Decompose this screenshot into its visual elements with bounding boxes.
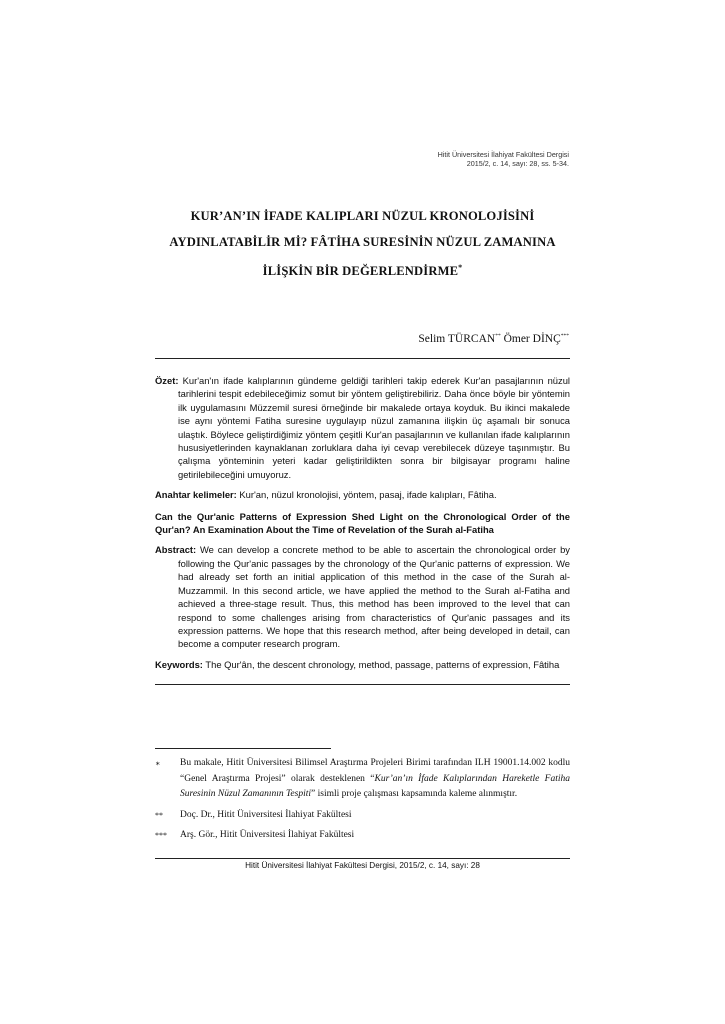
footnote-1-text-before: Bu makale, Hitit Üniversitesi Bilimsel Araştırma Projeleri Birimi tarafından ILH 19001.14.002 kodlu “Genel Araştırma Projesi” olarak desteklenen “: [180, 758, 570, 784]
abstract-paragraph: [155, 543, 570, 650]
authors: [418, 333, 569, 345]
footnote-1-mark: ∗: [155, 759, 161, 768]
english-title: Can the Qur'anic Patterns of Expression Shed Light on the Chronological Order of the Qur'an? An Examination About the Time of Revelation of the Surah al-Fatiha: [155, 510, 570, 536]
footnote-2-text: Doç. Dr., Hitit Üniversitesi İlahiyat Fakültesi: [180, 809, 352, 820]
top-divider: [155, 358, 570, 359]
footnote-separator: [155, 748, 331, 749]
abstract-section: [155, 374, 570, 671]
abstract-label: Abstract:: [155, 544, 197, 556]
footer-divider: [155, 858, 570, 859]
footnote-2-mark: **: [155, 810, 163, 820]
keywords: [155, 658, 570, 671]
title-footnote-mark: *: [458, 263, 463, 272]
author-2-mark: ***: [560, 333, 569, 339]
anahtar-label: Anahtar kelimeler:: [155, 489, 237, 501]
article-title: [155, 203, 570, 284]
title-line-1: KUR’AN’IN İFADE KALIPLARI NÜZUL KRONOLOJİSİNİ: [190, 209, 535, 223]
ozet-paragraph: [155, 374, 570, 481]
footnote-1: [155, 756, 570, 803]
title-line-3: [155, 255, 570, 284]
footnote-3: [155, 828, 570, 844]
ozet-label: Özet:: [155, 375, 179, 386]
footnote-3-mark: ***: [155, 831, 167, 841]
keywords-label: Keywords:: [155, 658, 203, 670]
journal-name: Hitit Üniversitesi İlahiyat Fakültesi Dergisi: [437, 150, 569, 159]
page-footer: Hitit Üniversitesi İlahiyat Fakültesi Dergisi, 2015/2, c. 14, sayı: 28: [245, 861, 480, 870]
author-1: Selim TÜRCAN: [418, 333, 496, 345]
title-line-2: AYDINLATABİLİR Mİ? FÂTİHA SURESİNİN NÜZUL ZAMANINA: [169, 235, 556, 249]
author-2: Ömer DİNÇ: [503, 333, 561, 345]
journal-reference: [438, 150, 569, 168]
title-line-3-text: İLİŞKİN BİR DEĞERLENDİRME: [262, 264, 459, 279]
footnote-1-project-title: Kur’an’ın İfade Kalıplarından Hareketle Fatiha Suresinin Nüzul Zamanının Tespiti: [180, 773, 570, 800]
footnotes: [155, 756, 570, 849]
author-1-mark: **: [495, 333, 501, 339]
keywords-text: The Qur'ân, the descent chronology, method, passage, patterns of expression, Fâtiha: [205, 658, 560, 670]
footnote-3-text: Arş. Gör., Hitit Üniversitesi İlahiyat Fakültesi: [180, 830, 355, 841]
anahtar-kelimeler: [155, 488, 570, 501]
journal-issue: 2015/2, c. 14, sayı: 28, ss. 5-34.: [466, 159, 569, 168]
anahtar-text: Kur'an, nüzul kronolojisi, yöntem, pasaj, ifade kalıpları, Fâtiha.: [239, 489, 497, 501]
footnote-2: [155, 808, 570, 824]
abstract-text: We can develop a concrete method to be able to ascertain the chronological order by following the Qur'anic passages by the chronology of the Qur'anic patterns of expression. We had already set forth an initial application of this method in the case of the Surah al-Muzzammil. In this second article, we have applied the method to the Surah al-Fatiha and achieved a three-stage result. Thus, this method has been improved to the level that can respond to some challenges arising from characteristics of Qur'anic passages and its expression patterns. We hope that this research method, after being developed in detail, can become a computer research program.: [178, 544, 570, 650]
footnote-1-text-after: ” isimli proje çalışması kapsamında kaleme alınmıştır.: [311, 789, 518, 800]
ozet-text: Kur'an'ın ifade kalıplarının gündeme geldiği tarihleri takip ederek Kur'an pasajlarının nüzul tarihlerini tespit edebileceğimiz somut bir yöntem geliştirebiliriz. Daha önce böyle bir yöntemin ilk uygulamasını Müzzemil suresi örneğinde bir makalede ortaya koyduk. Bu ikinci makalede ise aynı yöntemi Fatiha suresine uygulayıp nüzul zamanına ilişkin üç aşamalı bir sonuca ulaştık. Böylece geliştirdiğimiz yöntem çeşitli Kur'an pasajlarının ve kullanılan ifade kalıplarının hususiyetlerinden kaynaklanan zorluklara daha iyi cevap verebilecek düzeye taşınmıştır. Bu çalışma yönteminin yeteri kadar geliştirildikten sonra bir bilgisayar programı haline getirilebileceğini umuyoruz.: [178, 375, 570, 480]
bottom-divider: [155, 684, 570, 685]
